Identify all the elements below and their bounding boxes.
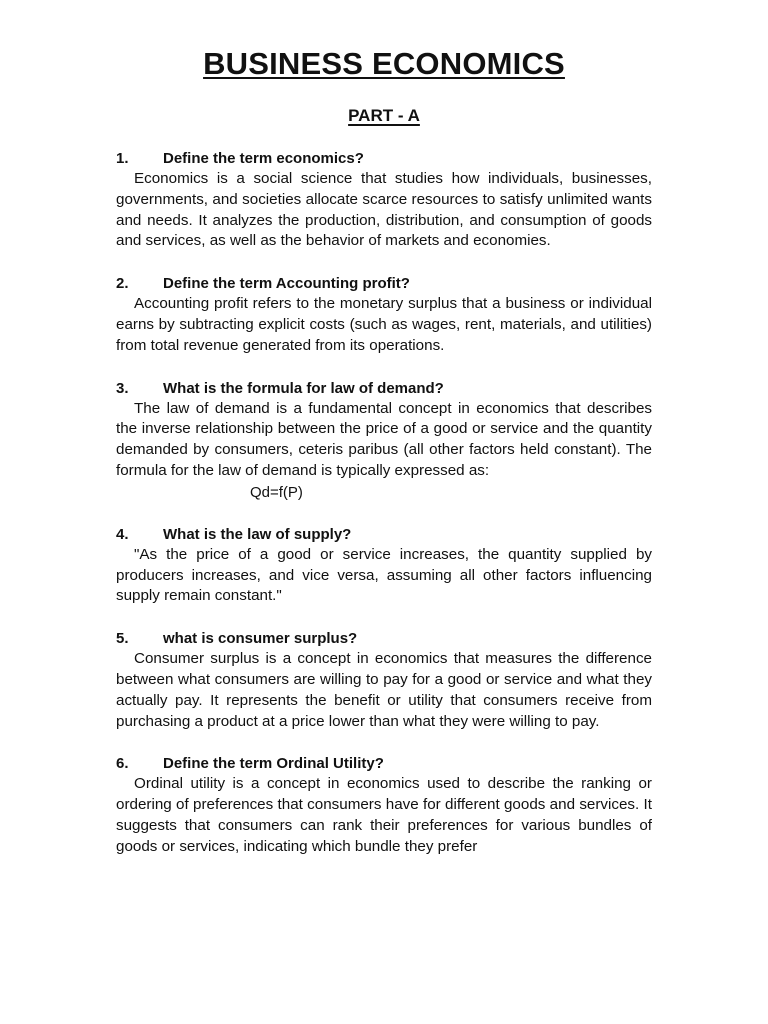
question-number: 5. (116, 630, 129, 648)
answer-text: Accounting profit refers to the monetary surplus that a business or individual earns by subtracting explicit costs (such as wages, rent, materials, and utilities) from total revenue generated from its operations. (116, 295, 652, 354)
question-block-1 (116, 148, 652, 252)
answer-text: Consumer surplus is a concept in economics that measures the difference between what consumers are willing to pay for a good or service and what they actually pay. It represents the benefit or utility that consumers receive from purchasing a product at a price lower than what they were willing to pay. (116, 650, 652, 730)
answer-text: The law of demand is a fundamental concept in economics that describes the inverse relationship between the price of a good or service and the quantity demanded by consumers, ceteris paribus (all other factors held constant). The formula for the law of demand is typically expressed as: (116, 399, 652, 479)
question-heading (116, 524, 652, 545)
question-heading (116, 628, 652, 649)
question-text: Define the term Ordinal Utility? (163, 755, 384, 773)
question-number: 6. (116, 755, 129, 773)
question-number: 4. (116, 525, 129, 543)
question-heading (116, 753, 652, 774)
question-heading (116, 378, 652, 399)
question-block-6 (116, 753, 652, 857)
answer-text: Ordinal utility is a concept in economics used to describe the ranking or ordering of preferences that consumers have for different goods and services. It suggests that consumers can rank their preferences for various bundles of goods or services, indicating which bundle they prefer (116, 775, 652, 855)
question-text: what is consumer surplus? (163, 630, 358, 648)
question-text: What is the formula for law of demand? (163, 379, 444, 397)
question-text: What is the law of supply? (163, 525, 352, 543)
question-heading (116, 273, 652, 294)
question-number: 1. (116, 150, 129, 167)
demand-formula: Qd=f(P) (250, 483, 303, 501)
question-block-5 (116, 628, 652, 732)
question-number: 3. (116, 379, 129, 397)
document-title: BUSINESS ECONOMICS (203, 46, 565, 81)
answer-text: "As the price of a good or service increases, the quantity supplied by producers increases, and vice versa, assuming all other factors influencing supply remain constant." (116, 545, 652, 605)
question-block-2 (116, 273, 652, 356)
question-text: Define the term Accounting profit? (163, 275, 410, 293)
answer-text: Economics is a social science that studies how individuals, businesses, governments, and societies allocate scarce resources to satisfy unlimited wants and needs. It analyzes the production, distribution, and consumption of goods and services, as well as the behavior of markets and economies. (116, 170, 652, 250)
question-number: 2. (116, 275, 129, 293)
question-block-3 (116, 378, 652, 503)
part-heading: PART - A (348, 106, 420, 125)
question-block-4 (116, 524, 652, 607)
document-page (116, 44, 652, 858)
question-text: Define the term economics? (163, 150, 364, 167)
question-heading (116, 148, 652, 169)
